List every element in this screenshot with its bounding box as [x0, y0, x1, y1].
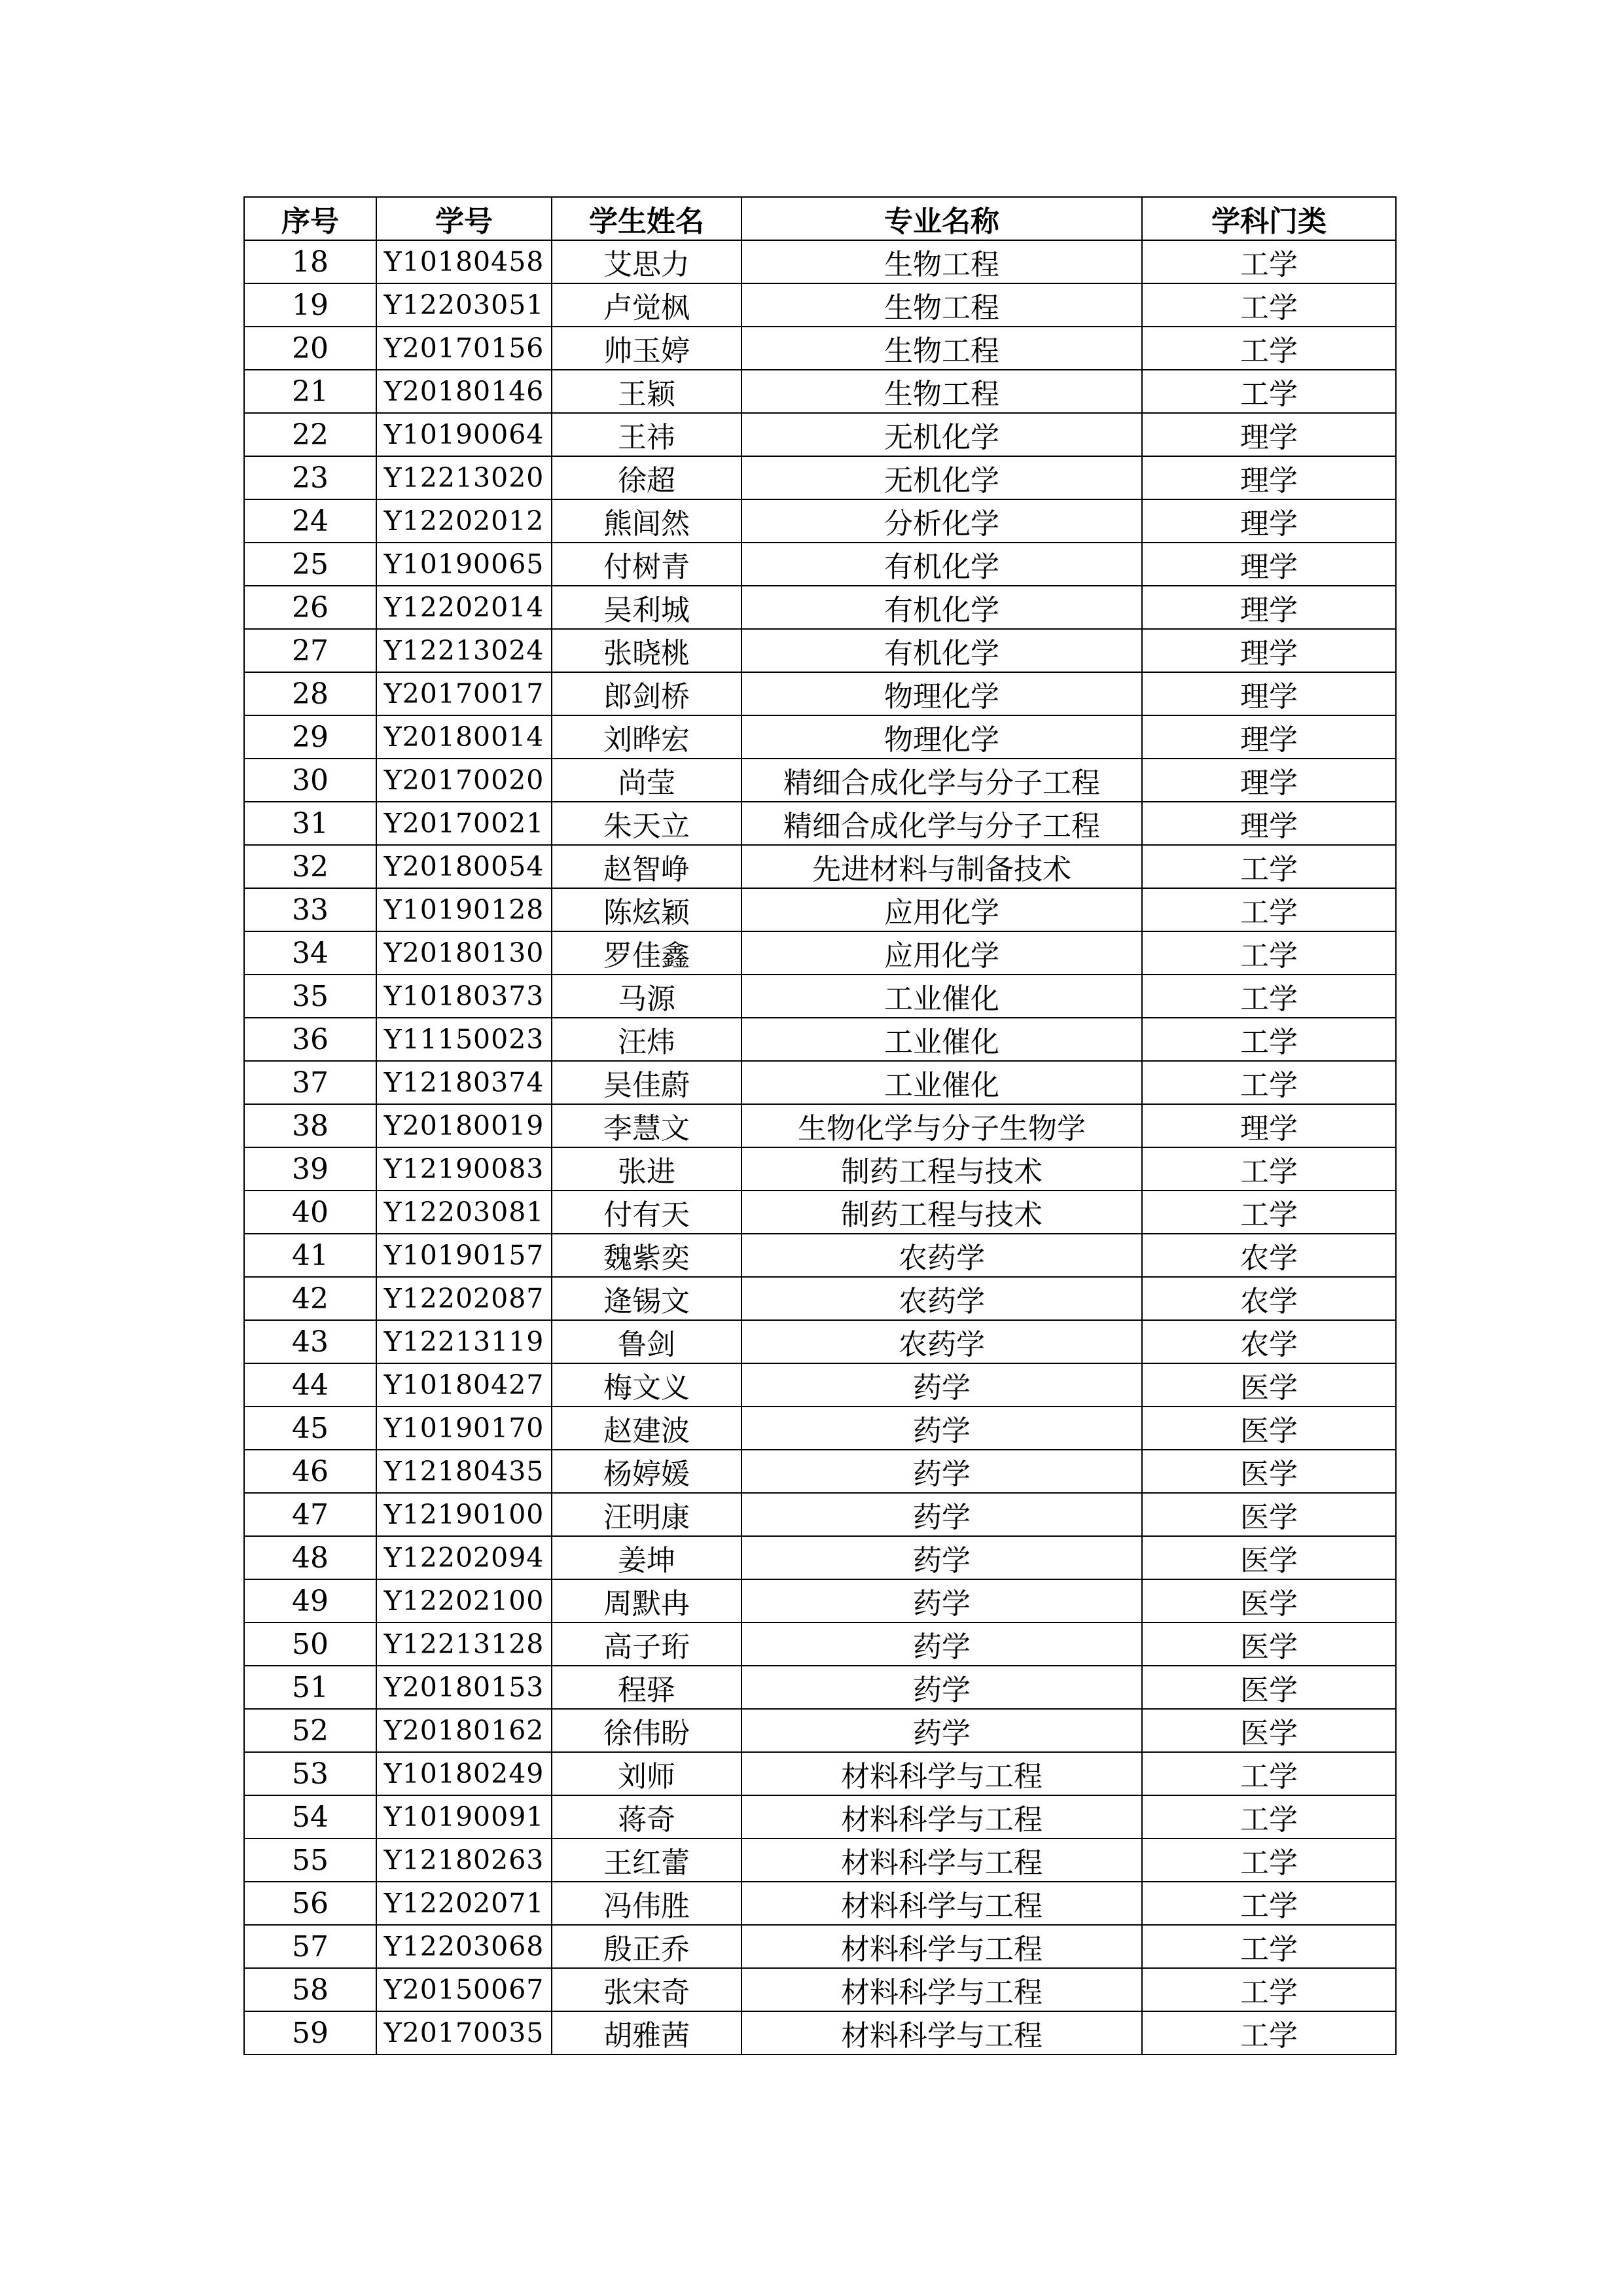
cell-major-name: 药学 [741, 1579, 1142, 1623]
cell-discipline: 医学 [1142, 1666, 1396, 1709]
cell-student-name: 熊闾然 [552, 499, 741, 543]
cell-student-id: Y12202012 [376, 499, 552, 543]
cell-major-name: 生物工程 [741, 327, 1142, 370]
table-row [244, 1277, 1396, 1320]
cell-discipline: 工学 [1142, 327, 1396, 370]
cell-student-name: 王祎 [552, 413, 741, 456]
header-student-id: 学号 [376, 197, 552, 240]
cell-major-name: 有机化学 [741, 629, 1142, 672]
cell-major-name: 应用化学 [741, 931, 1142, 975]
cell-seq: 49 [244, 1579, 376, 1623]
cell-major-name: 农药学 [741, 1320, 1142, 1363]
cell-student-name: 李慧文 [552, 1104, 741, 1147]
cell-discipline: 工学 [1142, 1147, 1396, 1191]
table-row [244, 629, 1396, 672]
cell-discipline: 理学 [1142, 413, 1396, 456]
table-row [244, 1061, 1396, 1104]
cell-seq: 55 [244, 1839, 376, 1882]
cell-major-name: 药学 [741, 1493, 1142, 1536]
cell-student-id: Y20170017 [376, 672, 552, 715]
cell-student-id: Y20170021 [376, 802, 552, 845]
cell-major-name: 材料科学与工程 [741, 1882, 1142, 1925]
cell-seq: 45 [244, 1407, 376, 1450]
cell-seq: 40 [244, 1191, 376, 1234]
table-row [244, 1666, 1396, 1709]
cell-seq: 46 [244, 1450, 376, 1493]
cell-seq: 20 [244, 327, 376, 370]
cell-student-name: 张晓桃 [552, 629, 741, 672]
header-discipline: 学科门类 [1142, 197, 1396, 240]
table-row [244, 2011, 1396, 2054]
cell-major-name: 工业催化 [741, 975, 1142, 1018]
cell-seq: 50 [244, 1623, 376, 1666]
cell-student-name: 杨婷媛 [552, 1450, 741, 1493]
cell-major-name: 药学 [741, 1407, 1142, 1450]
table-row [244, 1320, 1396, 1363]
cell-seq: 59 [244, 2011, 376, 2054]
table-row [244, 1925, 1396, 1968]
cell-seq: 23 [244, 456, 376, 499]
cell-seq: 24 [244, 499, 376, 543]
cell-student-name: 姜坤 [552, 1536, 741, 1579]
table-row [244, 1579, 1396, 1623]
cell-discipline: 农学 [1142, 1320, 1396, 1363]
table-row [244, 1191, 1396, 1234]
cell-major-name: 生物化学与分子生物学 [741, 1104, 1142, 1147]
table-row [244, 1018, 1396, 1061]
cell-seq: 48 [244, 1536, 376, 1579]
cell-major-name: 有机化学 [741, 543, 1142, 586]
cell-student-name: 汪明康 [552, 1493, 741, 1536]
cell-discipline: 理学 [1142, 543, 1396, 586]
table-row [244, 1493, 1396, 1536]
cell-student-id: Y20180130 [376, 931, 552, 975]
cell-student-name: 汪炜 [552, 1018, 741, 1061]
cell-seq: 35 [244, 975, 376, 1018]
cell-seq: 42 [244, 1277, 376, 1320]
cell-major-name: 精细合成化学与分子工程 [741, 802, 1142, 845]
cell-student-name: 朱天立 [552, 802, 741, 845]
cell-discipline: 理学 [1142, 1104, 1396, 1147]
cell-student-id: Y20180054 [376, 845, 552, 888]
cell-student-name: 鲁剑 [552, 1320, 741, 1363]
table-row [244, 1234, 1396, 1277]
cell-seq: 31 [244, 802, 376, 845]
cell-student-name: 程驿 [552, 1666, 741, 1709]
cell-student-name: 周默冉 [552, 1579, 741, 1623]
table-row [244, 759, 1396, 802]
cell-seq: 30 [244, 759, 376, 802]
table-row [244, 672, 1396, 715]
cell-discipline: 医学 [1142, 1579, 1396, 1623]
table-row [244, 715, 1396, 759]
cell-discipline: 工学 [1142, 888, 1396, 931]
cell-student-name: 梅文义 [552, 1363, 741, 1407]
cell-student-name: 卢觉枫 [552, 283, 741, 327]
cell-student-name: 吴佳蔚 [552, 1061, 741, 1104]
cell-discipline: 工学 [1142, 1925, 1396, 1968]
cell-major-name: 材料科学与工程 [741, 1795, 1142, 1839]
cell-seq: 25 [244, 543, 376, 586]
cell-discipline: 工学 [1142, 1968, 1396, 2011]
table-row [244, 1623, 1396, 1666]
table-row [244, 240, 1396, 283]
table-row [244, 1407, 1396, 1450]
table-row [244, 499, 1396, 543]
cell-major-name: 药学 [741, 1363, 1142, 1407]
cell-student-name: 冯伟胜 [552, 1882, 741, 1925]
cell-major-name: 药学 [741, 1450, 1142, 1493]
cell-student-id: Y12180263 [376, 1839, 552, 1882]
cell-seq: 38 [244, 1104, 376, 1147]
table-row [244, 543, 1396, 586]
cell-student-name: 蒋奇 [552, 1795, 741, 1839]
table-row [244, 1752, 1396, 1795]
cell-student-id: Y10180373 [376, 975, 552, 1018]
table-row [244, 370, 1396, 413]
cell-seq: 43 [244, 1320, 376, 1363]
cell-seq: 56 [244, 1882, 376, 1925]
cell-discipline: 工学 [1142, 975, 1396, 1018]
cell-discipline: 工学 [1142, 283, 1396, 327]
cell-discipline: 医学 [1142, 1407, 1396, 1450]
cell-major-name: 材料科学与工程 [741, 1839, 1142, 1882]
table-row [244, 931, 1396, 975]
cell-discipline: 医学 [1142, 1623, 1396, 1666]
cell-major-name: 生物工程 [741, 370, 1142, 413]
cell-student-id: Y10190128 [376, 888, 552, 931]
cell-major-name: 有机化学 [741, 586, 1142, 629]
cell-seq: 33 [244, 888, 376, 931]
cell-seq: 28 [244, 672, 376, 715]
cell-seq: 29 [244, 715, 376, 759]
cell-seq: 57 [244, 1925, 376, 1968]
cell-major-name: 无机化学 [741, 456, 1142, 499]
cell-student-id: Y12180374 [376, 1061, 552, 1104]
table-row [244, 1363, 1396, 1407]
table-row [244, 456, 1396, 499]
cell-major-name: 先进材料与制备技术 [741, 845, 1142, 888]
cell-student-id: Y12203081 [376, 1191, 552, 1234]
cell-seq: 34 [244, 931, 376, 975]
cell-discipline: 工学 [1142, 1752, 1396, 1795]
table-row [244, 802, 1396, 845]
table-row [244, 1104, 1396, 1147]
cell-student-id: Y10190157 [376, 1234, 552, 1277]
student-roster-table [243, 196, 1397, 2055]
cell-student-id: Y11150023 [376, 1018, 552, 1061]
cell-student-name: 付有天 [552, 1191, 741, 1234]
cell-major-name: 药学 [741, 1536, 1142, 1579]
cell-seq: 21 [244, 370, 376, 413]
cell-student-id: Y10190170 [376, 1407, 552, 1450]
cell-student-id: Y12202014 [376, 586, 552, 629]
cell-discipline: 理学 [1142, 586, 1396, 629]
cell-seq: 41 [244, 1234, 376, 1277]
cell-major-name: 应用化学 [741, 888, 1142, 931]
cell-student-id: Y12190100 [376, 1493, 552, 1536]
cell-seq: 36 [244, 1018, 376, 1061]
cell-seq: 58 [244, 1968, 376, 2011]
table-body [244, 240, 1396, 2054]
table-row [244, 1147, 1396, 1191]
header-major-name: 专业名称 [741, 197, 1142, 240]
cell-major-name: 物理化学 [741, 715, 1142, 759]
cell-seq: 52 [244, 1709, 376, 1752]
cell-major-name: 分析化学 [741, 499, 1142, 543]
cell-student-name: 吴利城 [552, 586, 741, 629]
table-row [244, 1882, 1396, 1925]
cell-student-name: 刘晔宏 [552, 715, 741, 759]
cell-major-name: 材料科学与工程 [741, 2011, 1142, 2054]
cell-discipline: 工学 [1142, 845, 1396, 888]
cell-discipline: 工学 [1142, 2011, 1396, 2054]
cell-major-name: 材料科学与工程 [741, 1752, 1142, 1795]
cell-student-id: Y20180014 [376, 715, 552, 759]
cell-major-name: 农药学 [741, 1234, 1142, 1277]
table-row [244, 283, 1396, 327]
cell-discipline: 工学 [1142, 370, 1396, 413]
cell-discipline: 农学 [1142, 1277, 1396, 1320]
cell-student-id: Y12213020 [376, 456, 552, 499]
cell-student-id: Y20150067 [376, 1968, 552, 2011]
cell-student-id: Y12202071 [376, 1882, 552, 1925]
table-row [244, 975, 1396, 1018]
cell-seq: 37 [244, 1061, 376, 1104]
cell-seq: 51 [244, 1666, 376, 1709]
cell-discipline: 医学 [1142, 1536, 1396, 1579]
cell-seq: 18 [244, 240, 376, 283]
cell-student-name: 逄锡文 [552, 1277, 741, 1320]
table-row [244, 413, 1396, 456]
cell-discipline: 医学 [1142, 1493, 1396, 1536]
cell-student-id: Y12213024 [376, 629, 552, 672]
cell-major-name: 工业催化 [741, 1018, 1142, 1061]
cell-discipline: 农学 [1142, 1234, 1396, 1277]
cell-student-name: 王颖 [552, 370, 741, 413]
cell-student-id: Y20180019 [376, 1104, 552, 1147]
cell-discipline: 理学 [1142, 715, 1396, 759]
cell-student-id: Y12213119 [376, 1320, 552, 1363]
table-row [244, 888, 1396, 931]
cell-seq: 32 [244, 845, 376, 888]
table-row [244, 1839, 1396, 1882]
cell-student-name: 付树青 [552, 543, 741, 586]
cell-seq: 53 [244, 1752, 376, 1795]
cell-seq: 54 [244, 1795, 376, 1839]
header-seq: 序号 [244, 197, 376, 240]
cell-student-name: 刘师 [552, 1752, 741, 1795]
cell-discipline: 理学 [1142, 499, 1396, 543]
cell-major-name: 制药工程与技术 [741, 1147, 1142, 1191]
cell-student-name: 魏紫奕 [552, 1234, 741, 1277]
cell-discipline: 工学 [1142, 1061, 1396, 1104]
cell-student-id: Y20180146 [376, 370, 552, 413]
cell-major-name: 材料科学与工程 [741, 1968, 1142, 2011]
cell-major-name: 药学 [741, 1709, 1142, 1752]
cell-major-name: 工业催化 [741, 1061, 1142, 1104]
cell-student-name: 艾思力 [552, 240, 741, 283]
cell-major-name: 农药学 [741, 1277, 1142, 1320]
cell-student-id: Y12203051 [376, 283, 552, 327]
table-row [244, 1536, 1396, 1579]
cell-student-name: 王红蕾 [552, 1839, 741, 1882]
cell-student-id: Y12190083 [376, 1147, 552, 1191]
cell-student-id: Y20170035 [376, 2011, 552, 2054]
cell-student-name: 徐超 [552, 456, 741, 499]
cell-student-name: 赵智峥 [552, 845, 741, 888]
cell-student-name: 罗佳鑫 [552, 931, 741, 975]
cell-discipline: 医学 [1142, 1450, 1396, 1493]
cell-seq: 19 [244, 283, 376, 327]
cell-student-id: Y10180427 [376, 1363, 552, 1407]
cell-student-name: 胡雅茜 [552, 2011, 741, 2054]
cell-student-name: 张进 [552, 1147, 741, 1191]
cell-seq: 27 [244, 629, 376, 672]
table-row [244, 845, 1396, 888]
cell-seq: 47 [244, 1493, 376, 1536]
cell-student-name: 徐伟盼 [552, 1709, 741, 1752]
cell-student-id: Y12203068 [376, 1925, 552, 1968]
cell-major-name: 无机化学 [741, 413, 1142, 456]
cell-student-name: 高子珩 [552, 1623, 741, 1666]
cell-major-name: 药学 [741, 1666, 1142, 1709]
table-row [244, 327, 1396, 370]
cell-discipline: 理学 [1142, 672, 1396, 715]
table-row [244, 1795, 1396, 1839]
cell-student-name: 陈炫颖 [552, 888, 741, 931]
cell-discipline: 医学 [1142, 1363, 1396, 1407]
cell-discipline: 工学 [1142, 1882, 1396, 1925]
cell-student-id: Y12213128 [376, 1623, 552, 1666]
cell-student-id: Y10180458 [376, 240, 552, 283]
cell-student-name: 马源 [552, 975, 741, 1018]
cell-discipline: 工学 [1142, 931, 1396, 975]
cell-seq: 39 [244, 1147, 376, 1191]
cell-major-name: 生物工程 [741, 283, 1142, 327]
cell-discipline: 工学 [1142, 1795, 1396, 1839]
cell-student-id: Y20180153 [376, 1666, 552, 1709]
cell-student-name: 赵建波 [552, 1407, 741, 1450]
cell-student-id: Y20170156 [376, 327, 552, 370]
table-row [244, 1709, 1396, 1752]
cell-major-name: 生物工程 [741, 240, 1142, 283]
cell-discipline: 工学 [1142, 1839, 1396, 1882]
cell-student-id: Y12202087 [376, 1277, 552, 1320]
cell-seq: 44 [244, 1363, 376, 1407]
cell-student-id: Y12202094 [376, 1536, 552, 1579]
cell-discipline: 理学 [1142, 802, 1396, 845]
cell-student-name: 帅玉婷 [552, 327, 741, 370]
cell-seq: 26 [244, 586, 376, 629]
cell-seq: 22 [244, 413, 376, 456]
table-row [244, 1968, 1396, 2011]
cell-discipline: 理学 [1142, 456, 1396, 499]
table-row [244, 586, 1396, 629]
header-student-name: 学生姓名 [552, 197, 741, 240]
cell-student-name: 尚莹 [552, 759, 741, 802]
cell-student-id: Y12180435 [376, 1450, 552, 1493]
cell-student-name: 张宋奇 [552, 1968, 741, 2011]
cell-discipline: 医学 [1142, 1709, 1396, 1752]
cell-major-name: 药学 [741, 1623, 1142, 1666]
cell-major-name: 精细合成化学与分子工程 [741, 759, 1142, 802]
cell-student-name: 郎剑桥 [552, 672, 741, 715]
header-row [244, 197, 1396, 240]
cell-student-id: Y10180249 [376, 1752, 552, 1795]
cell-discipline: 工学 [1142, 1191, 1396, 1234]
cell-discipline: 工学 [1142, 240, 1396, 283]
cell-major-name: 制药工程与技术 [741, 1191, 1142, 1234]
cell-major-name: 材料科学与工程 [741, 1925, 1142, 1968]
cell-student-id: Y12202100 [376, 1579, 552, 1623]
cell-discipline: 理学 [1142, 759, 1396, 802]
cell-student-id: Y20170020 [376, 759, 552, 802]
cell-discipline: 理学 [1142, 629, 1396, 672]
cell-student-name: 殷正乔 [552, 1925, 741, 1968]
cell-student-id: Y10190091 [376, 1795, 552, 1839]
cell-major-name: 物理化学 [741, 672, 1142, 715]
cell-student-id: Y10190064 [376, 413, 552, 456]
cell-discipline: 工学 [1142, 1018, 1396, 1061]
cell-student-id: Y20180162 [376, 1709, 552, 1752]
table-row [244, 1450, 1396, 1493]
cell-student-id: Y10190065 [376, 543, 552, 586]
